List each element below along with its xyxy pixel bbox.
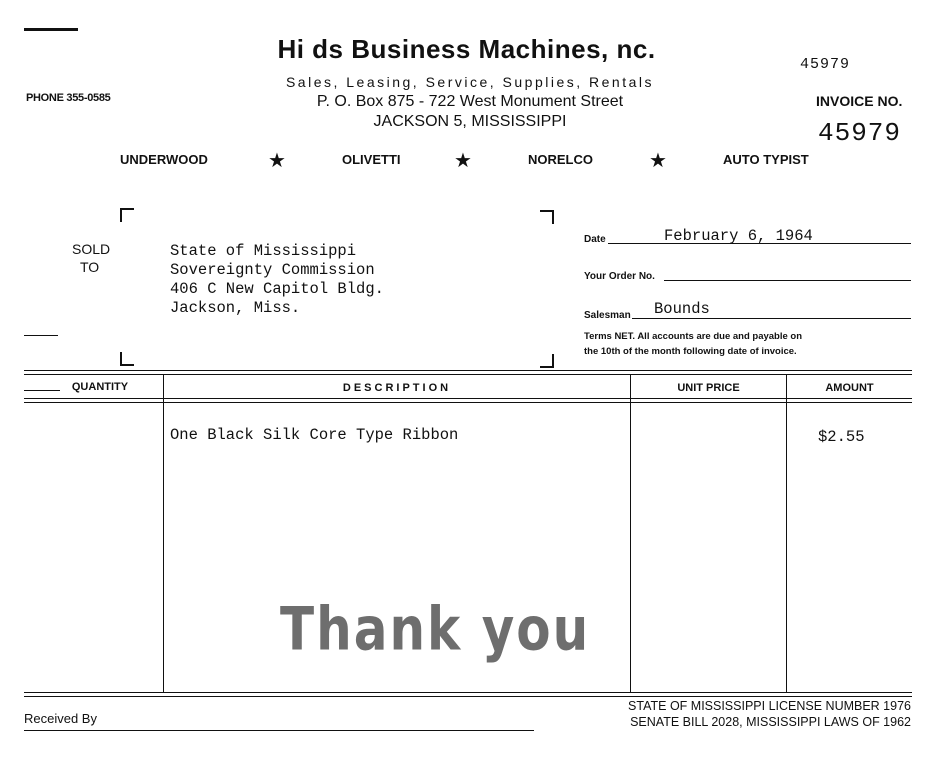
brand-norelco: NORELCO <box>528 152 593 167</box>
table-top-rule <box>24 374 912 375</box>
quantity-header-dash <box>24 390 60 391</box>
window-corner-tl <box>120 208 134 222</box>
salesman-label: Salesman <box>584 310 631 321</box>
header-bottom-rule <box>24 402 912 403</box>
column-divider <box>786 374 787 692</box>
table-cell-description: One Black Silk Core Type Ribbon <box>170 426 459 444</box>
to-label: TO <box>80 259 100 275</box>
invoice-number-large: 45979 <box>818 118 902 148</box>
terms-line-2: the 10th of the month following date of invoice. <box>584 346 797 357</box>
date-value: February 6, 1964 <box>664 227 813 245</box>
star-icon: ★ <box>454 150 472 172</box>
window-corner-tr <box>540 210 554 224</box>
signature-line[interactable] <box>24 730 534 731</box>
star-icon: ★ <box>268 150 286 172</box>
header-bottom-rule <box>24 398 912 399</box>
phone-number: PHONE 355-0585 <box>26 92 111 104</box>
table-top-rule <box>24 370 912 371</box>
brand-auto-typist: AUTO TYPIST <box>723 152 809 167</box>
thank-you-stamp: Thank you <box>280 594 591 664</box>
column-header-quantity: QUANTITY <box>71 381 129 393</box>
table-cell-amount: $2.55 <box>818 428 865 446</box>
column-header-amount: AMOUNT <box>825 382 874 394</box>
sold-to-line: 406 C New Capitol Bldg. <box>170 280 384 298</box>
company-name: Hi ds Business Machines, nc. <box>277 34 656 64</box>
corner-dash <box>24 28 78 31</box>
invoice-label: INVOICE NO. <box>816 93 903 109</box>
fold-mark <box>24 335 58 336</box>
company-city: JACKSON 5, MISSISSIPPI <box>373 113 567 130</box>
salesman-value: Bounds <box>654 300 710 318</box>
column-divider <box>163 374 164 692</box>
table-bottom-rule <box>24 696 912 697</box>
sold-to-line: State of Mississippi <box>170 242 357 260</box>
column-divider <box>630 374 631 692</box>
sold-label: SOLD <box>72 241 111 257</box>
star-icon: ★ <box>649 150 667 172</box>
order-line <box>664 280 911 281</box>
brand-underwood: UNDERWOOD <box>120 152 208 167</box>
column-header-unit-price: UNIT PRICE <box>677 382 740 394</box>
sold-to-line: Jackson, Miss. <box>170 299 301 317</box>
date-label: Date <box>584 234 606 245</box>
received-by-label: Received By <box>24 711 97 726</box>
company-address: P. O. Box 875 - 722 West Monument Street <box>316 93 624 110</box>
company-tagline: Sales, Leasing, Service, Supplies, Rentals <box>285 74 655 90</box>
terms-line-1: Terms NET. All accounts are due and payable on <box>584 331 803 342</box>
column-header-description: DESCRIPTION <box>342 382 452 394</box>
order-label: Your Order No. <box>584 271 655 282</box>
salesman-line <box>632 318 911 319</box>
brand-olivetti: OLIVETTI <box>342 152 401 167</box>
window-corner-br <box>540 354 554 368</box>
license-line-1: STATE OF MISSISSIPPI LICENSE NUMBER 1976 <box>628 699 911 713</box>
license-line-2: SENATE BILL 2028, MISSISSIPPI LAWS OF 1962 <box>630 715 911 729</box>
sold-to-line: Sovereignty Commission <box>170 261 375 279</box>
table-bottom-rule <box>24 692 912 693</box>
invoice-number-small: 45979 <box>800 56 851 73</box>
window-corner-bl <box>120 352 134 366</box>
